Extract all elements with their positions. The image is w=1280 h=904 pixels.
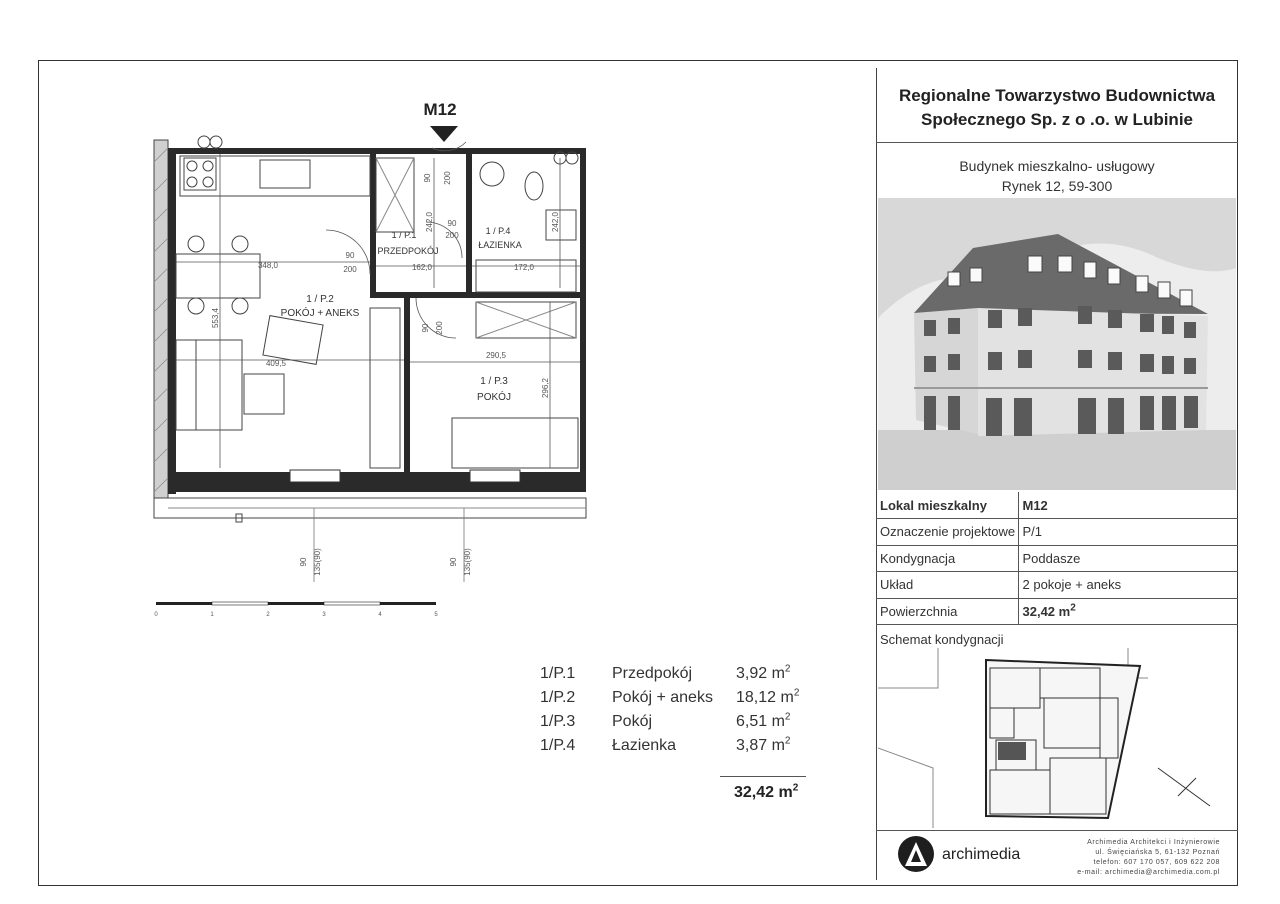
contact-line: ul. Święciańska 5, 61-132 Poznań [1095, 849, 1220, 856]
scale-tick: 3 [322, 612, 326, 618]
dimension-label: 409,5 [265, 359, 287, 368]
dimension-label: 242,0 [425, 211, 434, 233]
info-value: 2 pokoje + aneks [1018, 572, 1238, 599]
room-name: Pokój [612, 713, 653, 730]
company-name [876, 84, 1238, 132]
dimension-label: 348,0 [257, 261, 279, 270]
window-width-label: 90 [299, 557, 308, 567]
area-unit-exponent: 2 [792, 782, 799, 794]
room-name: Przedpokój [612, 665, 693, 682]
floor-plan [140, 122, 600, 622]
window-height-label: 135(90) [313, 548, 322, 576]
room-name: PRZEDPOKÓJ [377, 246, 439, 256]
building-photo [878, 198, 1236, 490]
logo-text: archimedia [942, 846, 1021, 863]
entrance-arrow-icon [430, 126, 458, 142]
window-width-label: 90 [449, 557, 458, 567]
info-key: Układ [876, 572, 1018, 599]
dimension-label: 290,5 [485, 351, 507, 360]
room-name: Łazienka [612, 737, 677, 754]
room-area-value: 3,92 m [736, 665, 785, 682]
plan-title: M12 [423, 100, 457, 119]
building-address: Rynek 12, 59-300 [1001, 178, 1113, 194]
room-code: 1/P.1 [540, 665, 576, 682]
room-name: Pokój + aneks [612, 689, 713, 706]
company-name-line1: Regionalne Towarzystwo Budownictwa [898, 86, 1216, 105]
scale-tick: 2 [266, 612, 270, 618]
room-name: POKÓJ + ANEKS [280, 308, 360, 319]
scale-tick: 5 [434, 612, 438, 618]
room-code: 1 / P.1 [391, 230, 417, 240]
dimension-label: 172,0 [513, 263, 535, 272]
contact-line: Archimedia Architekci i Inżynierowie [1087, 839, 1220, 846]
room-area-row [540, 662, 816, 686]
building-type: Budynek mieszkalno- usługowy [959, 158, 1155, 174]
armchair [263, 316, 323, 365]
door-height-label: 200 [443, 171, 452, 185]
coffee-table [244, 374, 284, 414]
info-value: P/1 [1018, 519, 1238, 546]
floor-scheme-drawing [878, 648, 1236, 828]
door-height-label: 200 [343, 265, 357, 274]
room-code: 1 / P.3 [480, 376, 508, 387]
room-name: ŁAZIENKA [478, 240, 522, 250]
room-code: 1/P.3 [540, 713, 576, 730]
separator [876, 830, 1238, 831]
room-area-value: 3,87 m [736, 737, 785, 754]
contact-line: telefon: 607 170 057, 609 622 208 [1093, 859, 1220, 866]
sink-icon [260, 160, 310, 188]
door-width-label: 90 [345, 251, 355, 260]
room-code: 1/P.2 [540, 689, 576, 706]
contact-info [1060, 838, 1220, 878]
window-height-label: 135(90) [463, 548, 472, 576]
room-area-table [540, 662, 816, 758]
apartment-info-table [876, 492, 1238, 625]
archimedia-logo-icon [898, 836, 934, 872]
floor-scheme-label: Schemat kondygnacji [880, 632, 1004, 647]
building-illustration [878, 198, 1236, 490]
dining-table [176, 254, 260, 298]
separator [876, 142, 1238, 143]
total-area [734, 784, 798, 802]
info-row [876, 572, 1238, 599]
room-area [736, 710, 816, 734]
info-value: Poddasze [1018, 545, 1238, 572]
scale-tick: 4 [378, 612, 382, 618]
area-unit-exponent: 2 [1070, 602, 1076, 614]
info-key: Oznaczenie projektowe [876, 519, 1018, 546]
info-row [876, 598, 1238, 625]
room-name: POKÓJ [477, 392, 511, 403]
room-code: 1/P.4 [540, 737, 576, 754]
door-width-label: 90 [447, 219, 457, 228]
door-height-label: 200 [435, 321, 444, 335]
room-area-value: 6,51 m [736, 713, 785, 730]
room-area-row [540, 734, 816, 758]
sink-icon [480, 162, 504, 186]
room-area [736, 662, 816, 686]
company-name-line2: Społecznego Sp. z o .o. w Lubinie [920, 110, 1193, 129]
area-unit-exponent: 2 [793, 687, 800, 699]
info-key: Powierzchnia [876, 598, 1018, 625]
living-wardrobe [370, 308, 400, 468]
info-value-area [1018, 598, 1238, 625]
area-unit-exponent: 2 [784, 711, 791, 723]
total-area-value: 32,42 m [734, 784, 793, 801]
area-unit-exponent: 2 [784, 663, 791, 675]
info-key: Kondygnacja [876, 545, 1018, 572]
building-info [876, 156, 1238, 196]
room-area-row [540, 710, 816, 734]
door-height-label: 200 [445, 231, 459, 240]
area-unit-exponent: 2 [784, 735, 791, 747]
scale-tick: 0 [154, 612, 158, 618]
scale-bar [154, 602, 438, 618]
exterior-wall [154, 140, 168, 498]
info-row [876, 519, 1238, 546]
contact-line: e-mail: archimedia@archimedia.com.pl [1077, 869, 1220, 876]
info-row [876, 492, 1238, 519]
room-area-value: 18,12 m [736, 689, 794, 706]
dimension-label: 553,4 [211, 307, 220, 329]
room-area-row [540, 686, 816, 710]
info-row [876, 545, 1238, 572]
dimension-label: 162,0 [411, 263, 433, 272]
info-key: Lokal mieszkalny [876, 492, 1018, 519]
floor-plan-drawing [140, 122, 600, 622]
toilet-icon [525, 172, 543, 200]
room-code: 1 / P.2 [306, 294, 334, 305]
info-value: M12 [1018, 492, 1238, 519]
scale-tick: 1 [210, 612, 214, 618]
sofa [176, 340, 196, 430]
room-code: 1 / P.4 [485, 226, 511, 236]
floor-scheme [878, 648, 1236, 828]
room-area [736, 686, 816, 710]
bed [452, 418, 578, 468]
dimension-label: 296,2 [541, 377, 550, 399]
dimension-label: 242,0 [551, 211, 560, 233]
room-area [736, 734, 816, 758]
total-separator [720, 776, 806, 777]
door-width-label: 90 [421, 323, 430, 333]
door-width-label: 90 [423, 173, 432, 183]
area-value: 32,42 m [1022, 603, 1071, 619]
